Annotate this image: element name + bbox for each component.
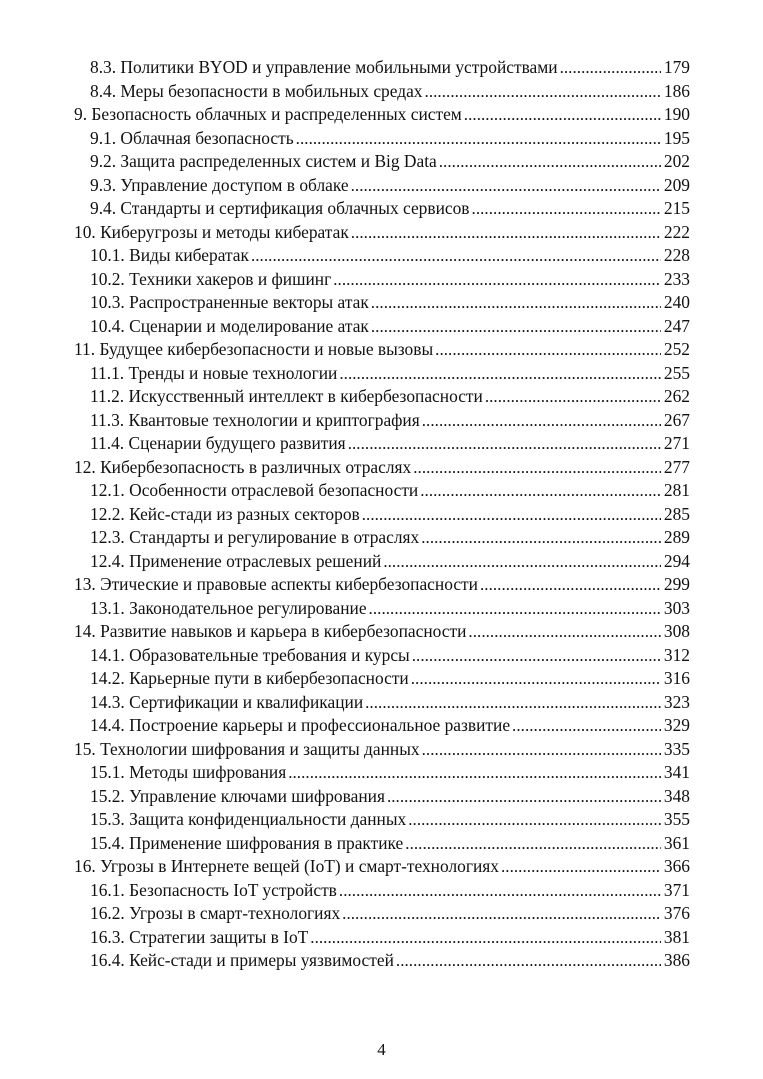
toc-subsection-entry[interactable] — [74, 80, 690, 104]
toc-subsection-entry[interactable] — [74, 691, 690, 715]
toc-subsection-entry[interactable] — [74, 362, 690, 386]
toc-entry-page-number: 202 — [663, 151, 690, 171]
toc-dot-leader — [396, 949, 661, 973]
toc-subsection-entry[interactable] — [74, 550, 690, 574]
toc-entry-title: 11.3. Квантовые технологии и криптография — [90, 409, 420, 430]
toc-entry-title: 9.3. Управление доступом в облаке — [90, 174, 349, 195]
toc-dot-leader — [408, 808, 661, 832]
toc-entry-title: 15.2. Управление ключами шифрования — [90, 785, 385, 806]
toc-entry-title: 12.1. Особенности отраслевой безопасности — [90, 480, 419, 500]
toc-chapter-entry[interactable] — [74, 456, 690, 480]
toc-entry-title: 9.2. Защита распределенных систем и Big Data — [90, 151, 437, 171]
toc-entry-title: 14. Развитие навыков и карьера в кибербезопасности — [74, 621, 467, 641]
toc-entry-page-number: 376 — [663, 903, 690, 923]
toc-subsection-entry[interactable] — [74, 902, 690, 926]
toc-dot-leader — [310, 926, 661, 950]
toc-dot-leader — [512, 714, 661, 738]
toc-dot-leader — [348, 432, 661, 456]
toc-dot-leader — [387, 785, 661, 809]
toc-entry-page-number: 195 — [663, 127, 690, 148]
toc-entry-title: 9.1. Облачная безопасность — [90, 127, 294, 148]
toc-entry-page-number: 323 — [663, 691, 690, 712]
toc-entry-page-number: 308 — [663, 621, 690, 641]
toc-entry-page-number: 303 — [663, 597, 690, 618]
toc-entry-page-number: 209 — [663, 174, 690, 195]
toc-entry-title: 16. Угрозы в Интернете вещей (IoT) и смарт-технологиях — [74, 856, 499, 876]
toc-dot-leader — [365, 691, 661, 715]
toc-dot-leader — [339, 879, 661, 903]
toc-dot-leader — [501, 855, 661, 879]
toc-subsection-entry[interactable] — [74, 714, 690, 738]
toc-entry-title: 12.3. Стандарты и регулирование в отраслях — [90, 527, 420, 547]
toc-entry-page-number: 294 — [663, 550, 690, 571]
toc-entry-title: 14.1. Образовательные требования и курсы — [90, 644, 410, 665]
toc-subsection-entry[interactable] — [74, 597, 690, 621]
toc-entry-page-number: 348 — [663, 785, 690, 806]
toc-entry-page-number: 355 — [663, 809, 690, 829]
toc-entry-page-number: 366 — [663, 856, 690, 876]
toc-entry-title: 9. Безопасность облачных и распределенных систем — [74, 104, 462, 124]
toc-dot-leader — [412, 644, 661, 668]
toc-chapter-entry[interactable] — [74, 103, 690, 127]
toc-chapter-entry[interactable] — [74, 338, 690, 362]
toc-dot-leader — [371, 315, 661, 339]
toc-dot-leader — [362, 503, 661, 527]
toc-dot-leader — [468, 620, 660, 644]
toc-dot-leader — [422, 738, 661, 762]
toc-entry-page-number: 335 — [663, 738, 690, 759]
toc-subsection-entry[interactable] — [74, 197, 690, 221]
toc-dot-leader — [480, 573, 661, 597]
toc-chapter-entry[interactable] — [74, 855, 690, 879]
toc-entry-page-number: 316 — [663, 668, 690, 688]
toc-entry-title: 16.4. Кейс-стади и примеры уязвимостей — [90, 950, 394, 970]
toc-dot-leader — [485, 385, 661, 409]
toc-chapter-entry[interactable] — [74, 573, 690, 597]
toc-entry-title: 15.1. Методы шифрования — [90, 762, 287, 782]
toc-subsection-entry[interactable] — [74, 949, 690, 973]
toc-subsection-entry[interactable] — [74, 315, 690, 339]
toc-subsection-entry[interactable] — [74, 409, 690, 433]
toc-entry-title: 15. Технологии шифрования и защиты данных — [74, 738, 420, 759]
toc-entry-page-number: 341 — [663, 762, 690, 782]
toc-dot-leader — [383, 550, 661, 574]
toc-dot-leader — [560, 56, 661, 80]
toc-entry-page-number: 215 — [663, 198, 690, 218]
toc-dot-leader — [296, 127, 661, 151]
toc-entry-page-number: 289 — [663, 527, 690, 547]
toc-dot-leader — [421, 526, 661, 550]
toc-entry-title: 16.2. Угрозы в смарт-технологиях — [90, 903, 341, 923]
toc-entry-page-number: 179 — [663, 57, 690, 77]
toc-subsection-entry[interactable] — [74, 244, 690, 268]
toc-entry-page-number: 262 — [663, 386, 690, 406]
toc-dot-leader — [422, 409, 661, 433]
toc-dot-leader — [420, 479, 661, 503]
page-number: 4 — [377, 1040, 386, 1059]
toc-entry-page-number: 271 — [663, 433, 690, 453]
toc-dot-leader — [411, 667, 661, 691]
toc-dot-leader — [342, 902, 661, 926]
toc-subsection-entry[interactable] — [74, 385, 690, 409]
toc-dot-leader — [405, 832, 661, 856]
toc-entry-page-number: 240 — [663, 292, 690, 312]
toc-entry-page-number: 281 — [663, 480, 690, 500]
toc-dot-leader — [435, 338, 661, 362]
toc-entry-page-number: 277 — [663, 456, 690, 477]
toc-subsection-entry[interactable] — [74, 832, 690, 856]
toc-entry-page-number: 247 — [663, 315, 690, 336]
toc-entry-title: 14.2. Карьерные пути в кибербезопасности — [90, 668, 409, 688]
toc-entry-page-number: 190 — [663, 104, 690, 124]
toc-entry-title: 15.3. Защита конфиденциальности данных — [90, 809, 407, 829]
toc-dot-leader — [371, 291, 661, 315]
toc-entry-title: 12. Кибербезопасность в различных отраслях — [74, 456, 412, 477]
toc-subsection-entry[interactable] — [74, 644, 690, 668]
toc-entry-page-number: 233 — [663, 268, 690, 289]
toc-subsection-entry[interactable] — [74, 761, 690, 785]
toc-subsection-entry[interactable] — [74, 808, 690, 832]
toc-dot-leader — [351, 221, 661, 245]
toc-dot-leader — [339, 362, 661, 386]
toc-entry-title: 8.4. Меры безопасности в мобильных средах — [90, 80, 423, 101]
toc-entry-title: 12.2. Кейс-стади из разных секторов — [90, 503, 360, 524]
toc-entry-title: 11.2. Искусственный интеллект в кибербезопасности — [90, 386, 483, 406]
toc-entry-title: 11.1. Тренды и новые технологии — [90, 362, 338, 383]
toc-entry-page-number: 228 — [663, 245, 690, 265]
toc-entry-title: 16.1. Безопасность IoT устройств — [90, 879, 337, 900]
toc-entry-title: 10.2. Техники хакеров и фишинг — [90, 268, 332, 289]
toc-subsection-entry[interactable] — [74, 150, 690, 174]
toc-entry-page-number: 267 — [663, 409, 690, 430]
toc-entry-title: 11. Будущее кибербезопасности и новые вызовы — [74, 339, 434, 359]
toc-entry-page-number: 371 — [663, 879, 690, 900]
toc-entry-page-number: 329 — [663, 715, 690, 735]
toc-dot-leader — [425, 80, 661, 104]
toc-entry-title: 10. Киберугрозы и методы кибератак — [74, 221, 349, 242]
toc-chapter-entry[interactable] — [74, 221, 690, 245]
toc-subsection-entry[interactable] — [74, 479, 690, 503]
toc-entry-title: 11.4. Сценарии будущего развития — [90, 433, 346, 453]
toc-entry-title: 8.3. Политики BYOD и управление мобильными устройствами — [90, 57, 558, 77]
toc-subsection-entry[interactable] — [74, 127, 690, 151]
toc-dot-leader — [413, 456, 661, 480]
toc-entry-title: 9.4. Стандарты и сертификация облачных сервисов — [90, 198, 470, 218]
toc-entry-page-number: 312 — [663, 644, 690, 665]
toc-dot-leader — [351, 174, 661, 198]
toc-subsection-entry[interactable] — [74, 667, 690, 691]
toc-entry-title: 14.3. Сертификации и квалификации — [90, 691, 364, 712]
toc-subsection-entry[interactable] — [74, 56, 690, 80]
toc-subsection-entry[interactable] — [74, 879, 690, 903]
toc-dot-leader — [369, 597, 661, 621]
toc-entry-page-number: 361 — [663, 832, 690, 853]
toc-dot-leader — [472, 197, 661, 221]
toc-chapter-entry[interactable] — [74, 620, 690, 644]
table-of-contents — [74, 56, 690, 973]
toc-entry-title: 10.4. Сценарии и моделирование атак — [90, 315, 369, 336]
toc-subsection-entry[interactable] — [74, 291, 690, 315]
toc-entry-title: 10.1. Виды кибератак — [90, 245, 249, 265]
toc-entry-title: 10.3. Распространенные векторы атак — [90, 292, 369, 312]
toc-entry-title: 12.4. Применение отраслевых решений — [90, 550, 382, 571]
toc-entry-page-number: 299 — [663, 574, 690, 594]
toc-entry-title: 16.3. Стратегии защиты в IoT — [90, 926, 309, 947]
toc-entry-page-number: 386 — [663, 950, 690, 970]
toc-dot-leader — [251, 244, 661, 268]
toc-entry-title: 13. Этические и правовые аспекты кибербезопасности — [74, 574, 478, 594]
toc-dot-leader — [333, 268, 661, 292]
toc-entry-page-number: 255 — [663, 362, 690, 383]
toc-entry-title: 14.4. Построение карьеры и профессиональное развитие — [90, 715, 511, 735]
toc-entry-title: 13.1. Законодательное регулирование — [90, 597, 367, 618]
toc-subsection-entry[interactable] — [74, 432, 690, 456]
toc-chapter-entry[interactable] — [74, 738, 690, 762]
toc-subsection-entry[interactable] — [74, 526, 690, 550]
toc-entry-title: 15.4. Применение шифрования в практике — [90, 832, 404, 853]
toc-entry-page-number: 186 — [663, 80, 690, 101]
toc-subsection-entry[interactable] — [74, 926, 690, 950]
toc-dot-leader — [288, 761, 661, 785]
toc-entry-page-number: 285 — [663, 503, 690, 524]
toc-entry-page-number: 252 — [663, 339, 690, 359]
toc-subsection-entry[interactable] — [74, 785, 690, 809]
toc-subsection-entry[interactable] — [74, 503, 690, 527]
toc-dot-leader — [464, 103, 661, 127]
toc-entry-page-number: 222 — [663, 221, 690, 242]
toc-dot-leader — [439, 150, 661, 174]
toc-subsection-entry[interactable] — [74, 174, 690, 198]
toc-entry-page-number: 381 — [663, 926, 690, 947]
toc-subsection-entry[interactable] — [74, 268, 690, 292]
